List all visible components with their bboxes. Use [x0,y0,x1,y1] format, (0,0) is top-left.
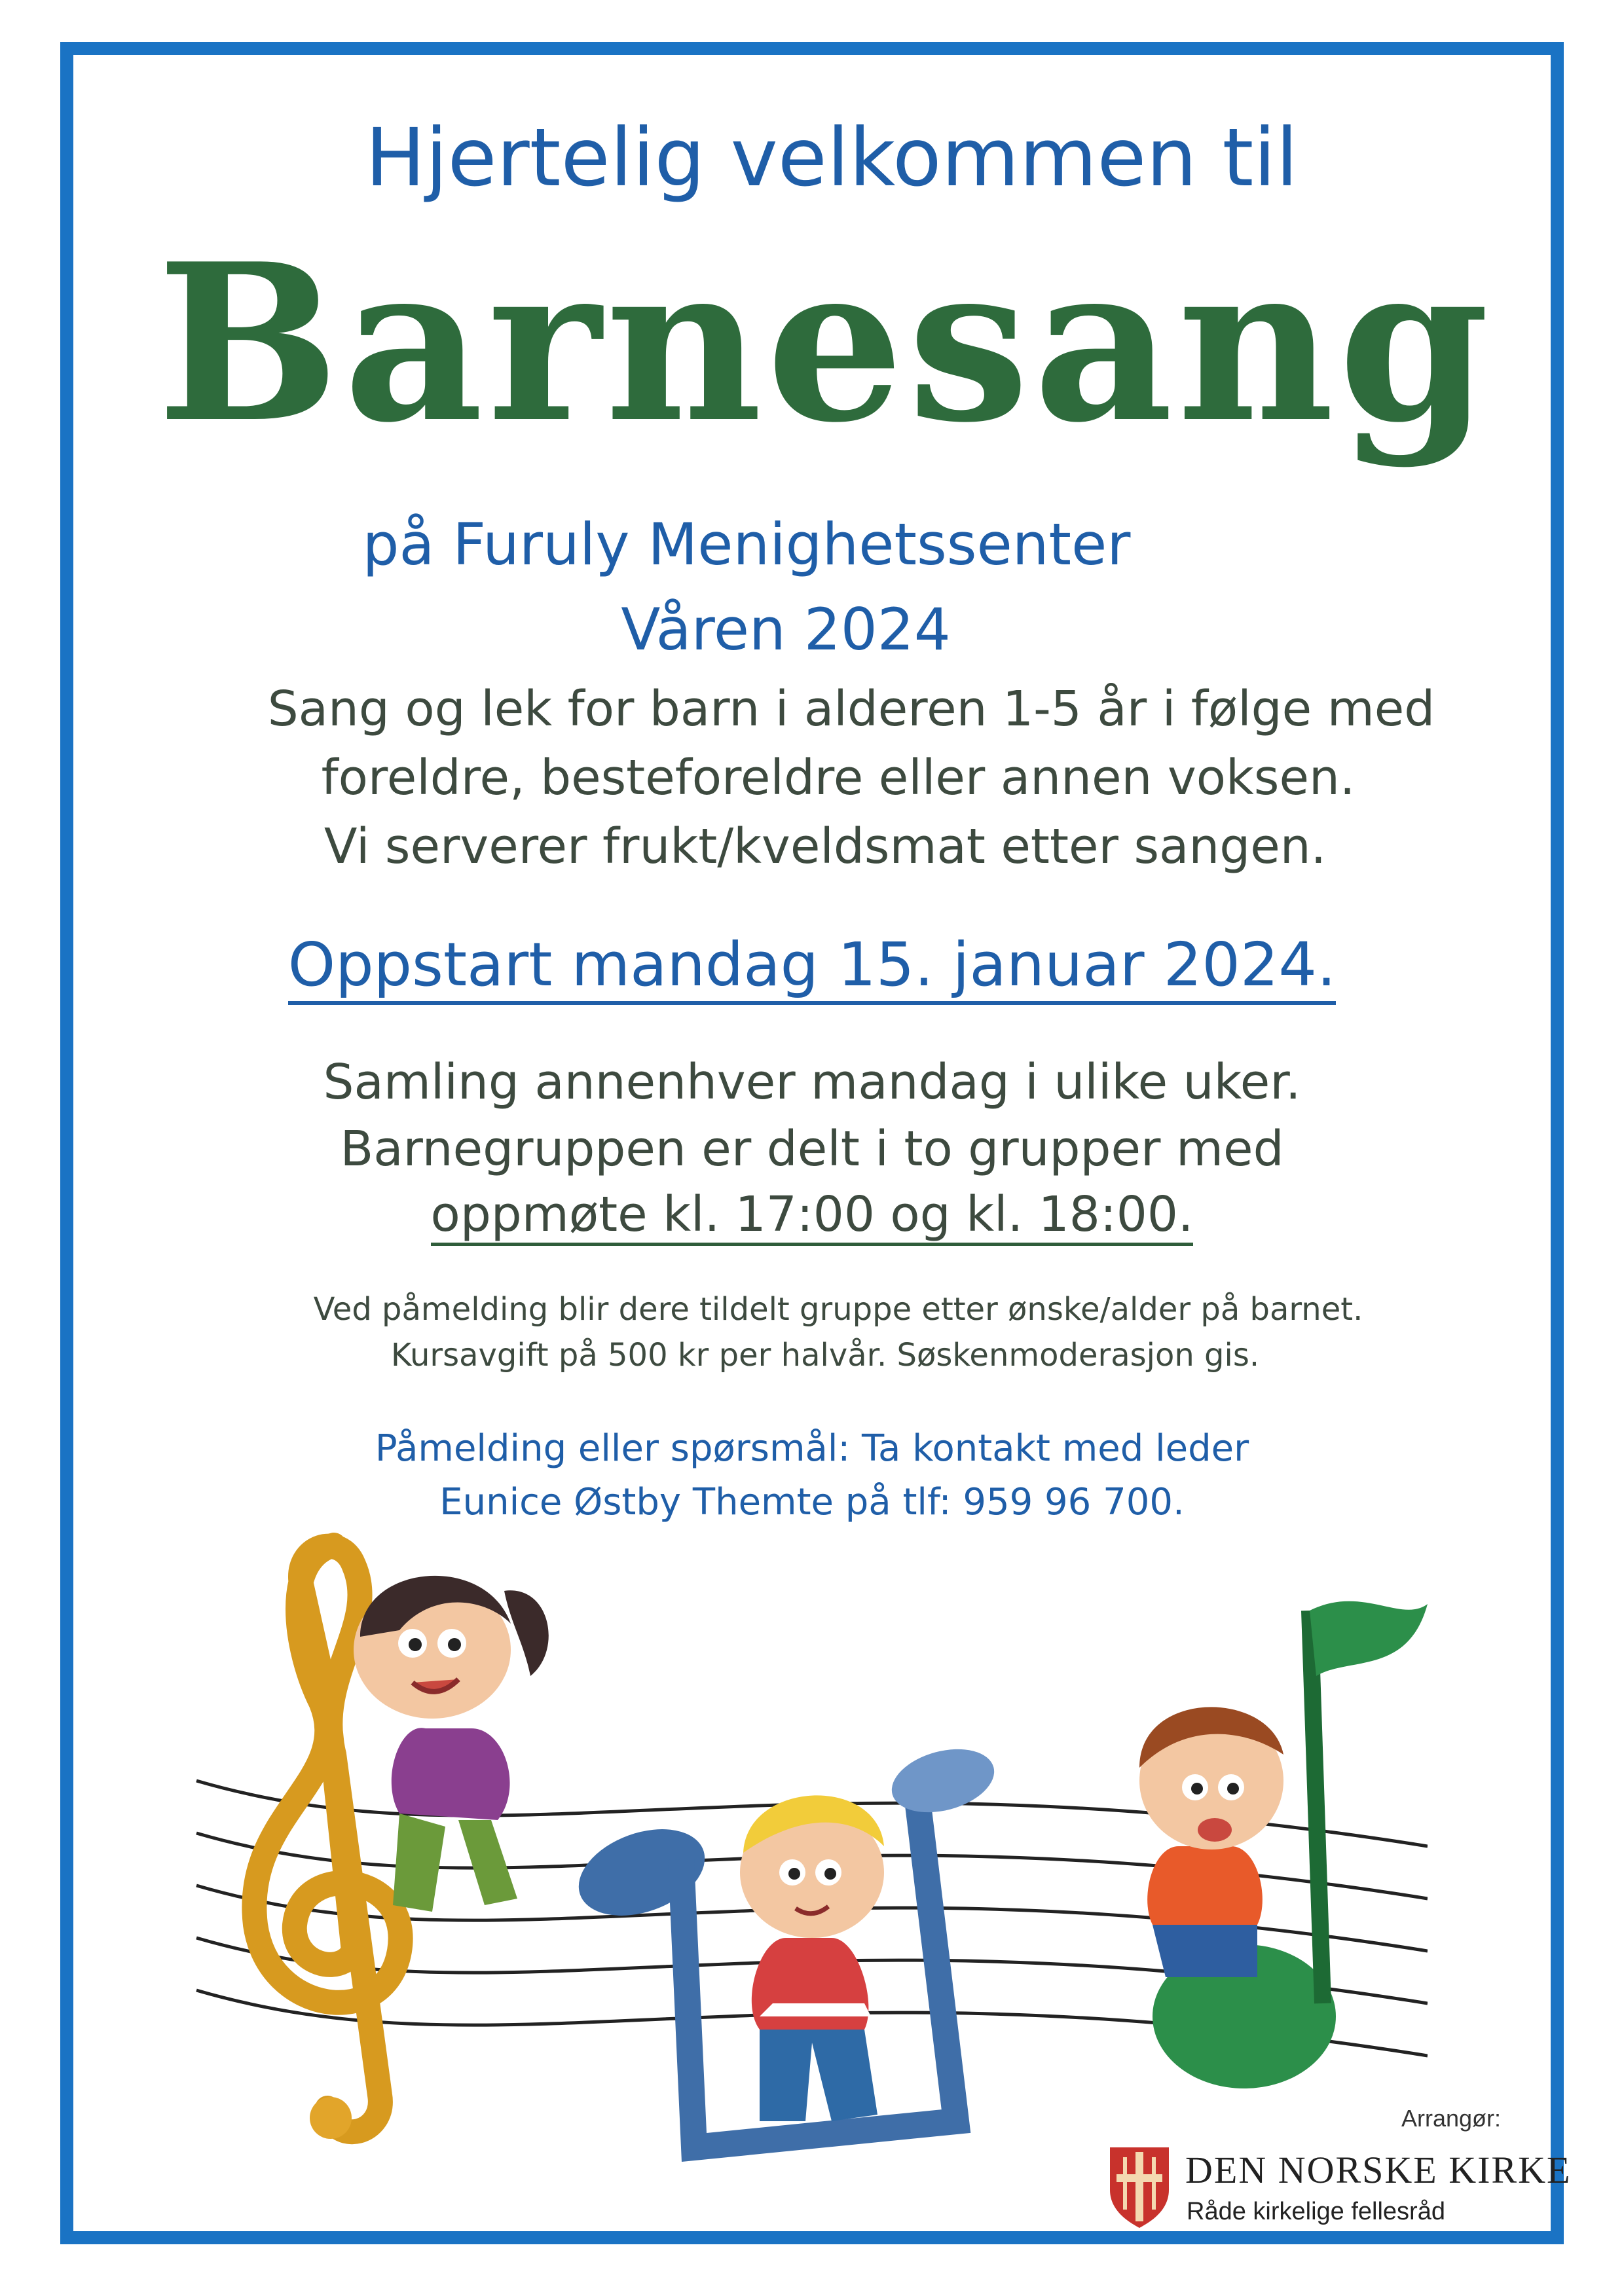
welcome-heading: Hjertelig velkommen til [365,111,1299,204]
schedule-line-3-wrapper [0,1186,1624,1243]
season-text: Våren 2024 [621,596,951,663]
description-line-2: foreldre, besteforeldre eller annen voksen. [321,750,1356,806]
contact-line-2: Eunice Østby Themte på tlf: 959 96 700. [439,1481,1185,1523]
contact-line-1: Påmelding eller spørsmål: Ta kontakt med leder [375,1427,1249,1470]
org-subtitle: Råde kirkelige fellesråd [1187,2198,1445,2225]
start-date-text: Oppstart mandag 15. januar 2024. [288,930,1336,1005]
practical-line-1: Ved påmelding blir dere tildelt gruppe etter ønske/alder på barnet. [313,1291,1363,1328]
schedule-line-2: Barnegruppen er delt i to grupper med [340,1121,1284,1177]
start-date-heading [0,930,1624,1000]
poster-title: Barnesang [157,216,1494,470]
venue-text: på Furuly Menighetssenter [362,511,1131,578]
practical-line-2: Kursavgift på 500 kr per halvår. Søskenmoderasjon gis. [390,1337,1260,1374]
girl-figure [354,1576,549,1912]
schedule-line-3: oppmøte kl. 17:00 og kl. 18:00. [431,1186,1194,1246]
description-line-3: Vi serverer frukt/kveldsmat etter sangen. [323,818,1327,875]
church-logo [1107,2144,1572,2236]
right-boy-figure [1139,1707,1283,1977]
children-music-illustration [183,1506,1428,2180]
org-name: DEN NORSKE KIRKE [1185,2149,1572,2191]
middle-boy-figure [740,1795,884,2121]
arranger-label: Arrangør: [1401,2105,1502,2132]
church-shield-icon [1107,2144,1172,2229]
schedule-line-1: Samling annenhver mandag i ulike uker. [323,1054,1301,1110]
description-line-1: Sang og lek for barn i alderen 1-5 år i følge med [267,681,1435,737]
